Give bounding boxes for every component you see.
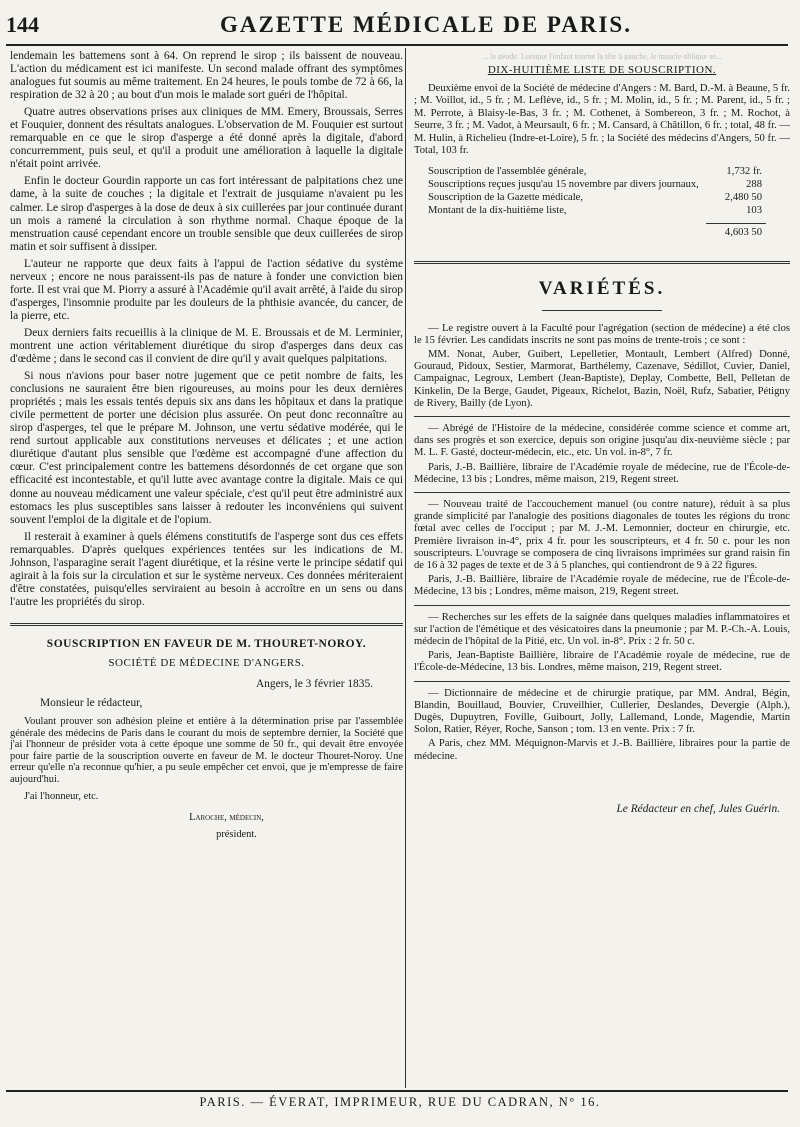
section-rule [414,261,790,264]
souscription-subtitle: SOCIÉTÉ DE MÉDECINE D'ANGERS. [108,656,305,669]
total-row: Souscriptions reçues jusqu'au 15 novembre par divers journaux, 288 [428,179,762,191]
publisher-note: Paris, Jean-Baptiste Baillière, libraire de l'Académie royale de médecine, rue de l'École-de-Médecine, 13 bis. Londres, même maison, 219, Regent street. [414,650,790,674]
letter-salutation: Monsieur le rédacteur, [40,697,143,710]
article-paragraph: Deux derniers faits recueillis à la clinique de M. E. Broussais et de M. Lerminier, montrent une action véritablement diurétique du sirop d'asperges dans deux cas d'œdème ; dans le second cas il convient de dire qu'il y avait quelques palpitations. [10,326,403,366]
article-paragraph: lendemain les battemens sont à 64. On reprend le sirop ; ils baissent de nouveau. L'action du médicament est ici manifeste. Un second malade offrant des symptômes analogues fut soumis au même traitement. En 24 heures, le pouls tombe de 72 à 66, la respiration de 32 à 20 ; au bout d'un mois le malade sort guéri de l'hôpital. [10,50,403,102]
left-column [10,50,403,845]
item-divider [414,605,790,606]
total-row: Montant de la dix-huitième liste, 103 [428,205,762,217]
article-paragraph: Quatre autres observations prises aux cliniques de MM. Emery, Broussais, Serres et Fouquier, donnent des résultats analogues. L'observation de M. Fouquier est surtout remarquable en ce que le sirop d'asperge a été donné après la digitale, d'abord concurremment, puis seul, et qu'il a produit une amélioration à laquelle la digitale n'était point arrivée. [10,106,403,171]
editor-signature: Le Rédacteur en chef, Jules Guérin. [616,802,780,815]
book-notice: — Abrégé de l'Histoire de la médecine, considérée comme science et comme art, dans ses progrès et son exercice, depuis son origine jusqu'au dix-neuvième siècle ; par M. L. F. Gasté, docteur-médecin, etc., etc. Un vol. in-8°, 7 fr. [414,422,790,459]
article-paragraph: Il resterait à examiner à quels élémens constitutifs de l'asperge sont dus ces effets remarquables. D'après quelques expériences tentées sur les indications de M. Johnson, l'asparagine serait l'agent diurétique, et la résine verte le principe sédatif qui agirait à la fois sur la circulation et sur le système nerveux. Ces données mériteraient d'être constatées, puisqu'elles serviraient au besoin à accroître en un sens ou dans l'autre les propriétés du sirop. [10,530,403,608]
book-notice: — Dictionnaire de médecine et de chirurgie pratique, par MM. Andral, Bégin, Blandin, Bouillaud, Bouvier, Cruveilhier, Cullerier, Deslandes, Devergie (Alph.), Dugès, Dupuytren, Foville, Guibourt, Jolly, Lallemand, Londe, Magendie, Martin Solon, Ratier, Réyer, Roche, Sanson ; tom. 13 en vente. Prix : 7 fr. [414,687,790,736]
header-rule [6,44,788,46]
footer-rule [6,1090,788,1092]
liste-title: DIX-HUITIÈME LISTE DE SOUSCRIPTION. [487,64,717,76]
item-divider [414,681,790,682]
heading-rule [542,310,662,311]
letter-body: Voulant prouver son adhésion pleine et entière à la détermination prise par l'assemblée générale des médecins de Paris dans le courant du mois de septembre dernier, la Société que j'ai l'honneur de présider vota à cette époque une somme de 50 fr., qui devait être envoyée pour faire partie de la souscription ouverte en faveur de M. le docteur Thouret-Noroy. Une erreur qu'elle n'a reconnue qu'hier, a pu seule empêcher cet envoi, que je m'empresse de faire aujourd'hui. [10,716,403,786]
printer-imprint: PARIS. — ÉVERAT, IMPRIMEUR, RUE DU CADRAN, N° 16. [199,1095,601,1109]
candidate-list: MM. Nonat, Auber, Guibert, Lepelletier, Montault, Lembert (Alfred) Donné, Gouraud, Pidoux, Sestier, Marmorat, Barthélemy, Cazenave, Sédillot, Cuvier, Daniel, Campaignac, Legroux, Lembert (Jean-Baptiste), Deplay, Combette, Bell, Pelletan de Kinkelin, De la Berge, Gaudet, Pigeaux, Richelot, Bazin, Noël, Rufz, Sabatier, Pétigny de Rivery, Bailly (de Lyon). [414,348,790,409]
bleed-through-fragment: ... la géode. Lorsque l'enfant tourne la tête à gauche, le muscle oblique se... [482,52,722,60]
souscription-title: SOUSCRIPTION EN FAVEUR DE M. THOURET-NOROY. [46,637,367,650]
column-divider [405,48,406,1088]
news-item: — Le registre ouvert à la Faculté pour l'agrégation (section de médecine) a été clos le 15 février. Les candidats inscrits ne sont pas moins de trente-trois ; ce sont : [414,322,790,346]
item-divider [414,492,790,493]
article-paragraph: Si nous n'avions pour baser notre jugement que ce petit nombre de faits, les conclusions ne sauraient être bien rigoureuses, au moins pour les deux dernières propriétés ; mais les essais tentés depuis six ans dans les hôpitaux et dans la pratique civile permettent de porter une décision plus assurée. On peut donc reconnaître au sirop d'asperges, tel que le prépare M. Johnson, une vertu sédative modérée, qui le rend surtout applicable aux constitutions nerveuses et délicates ; et une action diurétique d'autant plus sensible que l'œdème est accompagné d'une affection du cœur. C'est principalement contre les battemens désordonnés de cet organe que son efficacité est incontestable, et qu'il lutte avec avantage contre la digitale. Mais ce qui donne au nouveau médicament une valeur spéciale, c'est qu'il peut être administré aux estomacs les plus susceptibles sans laisser à redouter les inconvéniens qui suivent souvent l'emploi de la digitale et de l'opium. [10,370,403,526]
page-number: 144 [6,12,39,37]
liste-body: Deuxième envoi de la Société de médecine d'Angers : M. Bard, D.-M. à Beaune, 5 fr. ; M. Voillot, id., 5 fr. ; M. Leflève, id., 5 fr. ; M. Molin, id., 5 fr. ; M. Parent, id., 5 fr. ; M. Perrote, à Blaisy-le-Bas, 3 fr. ; M. Cothenet, à Sombereon, 3 fr. ; M. Rochot, à Seurre, 3 fr. ; M. Vadot, à Meursault, 6 fr. ; M. Cansard, à Châtillon, 6 fr. ; total, 48 fr. — M. Hulin, à Richelieu (Indre-et-Loire), 5 fr. ; la Société des médecins d'Angers, 50 fr. — Total, 103 fr. [414,83,790,157]
total-row: Souscription de la Gazette médicale, 2,480 50 [428,192,762,204]
section-rule [10,623,403,626]
right-column [412,50,790,816]
varietes-items [414,323,790,763]
totals-table [414,165,790,239]
letter-signer: Laroche, médecin, [189,811,264,823]
total-row: Souscription de l'assemblée générale, 1,732 fr. [428,166,762,178]
publisher-note: A Paris, chez MM. Méquignon-Marvis et J.-B. Baillière, libraires pour la partie de médecine. [414,738,790,762]
letter-role: président. [216,828,257,840]
item-divider [414,416,790,417]
publisher-note: Paris, J.-B. Baillière, libraire de l'Académie royale de médecine, rue de l'École-de-Médecine, 13 bis ; Londres, même maison, 219, Regent street. [414,461,790,485]
article-paragraph: L'auteur ne rapporte que deux faits à l'appui de l'action sédative du système nerveux ; encore ne nous paraissent-ils pas de nature à fonder une conviction bien forte. Il est vrai que M. Piorry a assuré à l'Académie qu'il avait arrêté, à l'aide du sirop d'asperges, l'insomnie produite par les douleurs de la phthisie avancée, du cancer, de la pierre, etc. [10,257,403,322]
masthead-title: GAZETTE MÉDICALE DE PARIS. [220,12,632,37]
sum-rule [706,223,766,224]
publisher-note: Paris, J.-B. Baillière, libraire de l'Académie royale de médecine, rue de l'École-de-Médecine, 13 bis ; Londres, même maison, 219, Regent street. [414,574,790,598]
varietes-heading: VARIÉTÉS. [538,278,666,300]
grand-total-row: 4,603 50 [724,227,762,239]
letter-closing: J'ai l'honneur, etc. [24,790,99,802]
book-notice: — Nouveau traité de l'accouchement manuel (ou contre nature), réduit à sa plus grande simplicité par l'analogie des positions diagonales de toutes les régions du tronc fœtal avec celles de l'occiput ; par M. J.-M. Lemonnier, docteur en chirurgie, etc. Première livraison in-4°, prix 4 fr. pour les souscripteurs, et 4 fr. 50 c. pour les non souscripteurs. L'ouvrage se composera de cinq livraisons imprimées sur grand raisin fin de 16 à 32 pages de texte et de 3 à 5 planches, qui contiendront de 9 à 22 figures. [414,498,790,571]
letter-date: Angers, le 3 février 1835. [255,678,373,691]
article-paragraph: Enfin le docteur Gourdin rapporte un cas fort intéressant de palpitations chez une dame, à la suite de couches ; la digitale et l'extrait de jusquiame n'avaient pu les calmer. Le sirop d'asperges à la dose de deux à six cuillerées par jour continuée durant un mois a ramené la circulation à son rhythme normal. Chaque époque de la menstruation causé cependant encore un trouble sensible que deux cuillerées de sirop matin et soir suffisent à dissiper. [10,175,403,253]
book-notice: — Recherches sur les effets de la saignée dans quelques maladies inflammatoires et sur l'action de l'émétique et des vésicatoires dans la pneumonie ; par M. P.-Ch.-A. Louis, médecin de l'hôpital de la Pitié, etc. Un vol. in-8°. Prix : 2 fr. 50 c. [414,611,790,647]
